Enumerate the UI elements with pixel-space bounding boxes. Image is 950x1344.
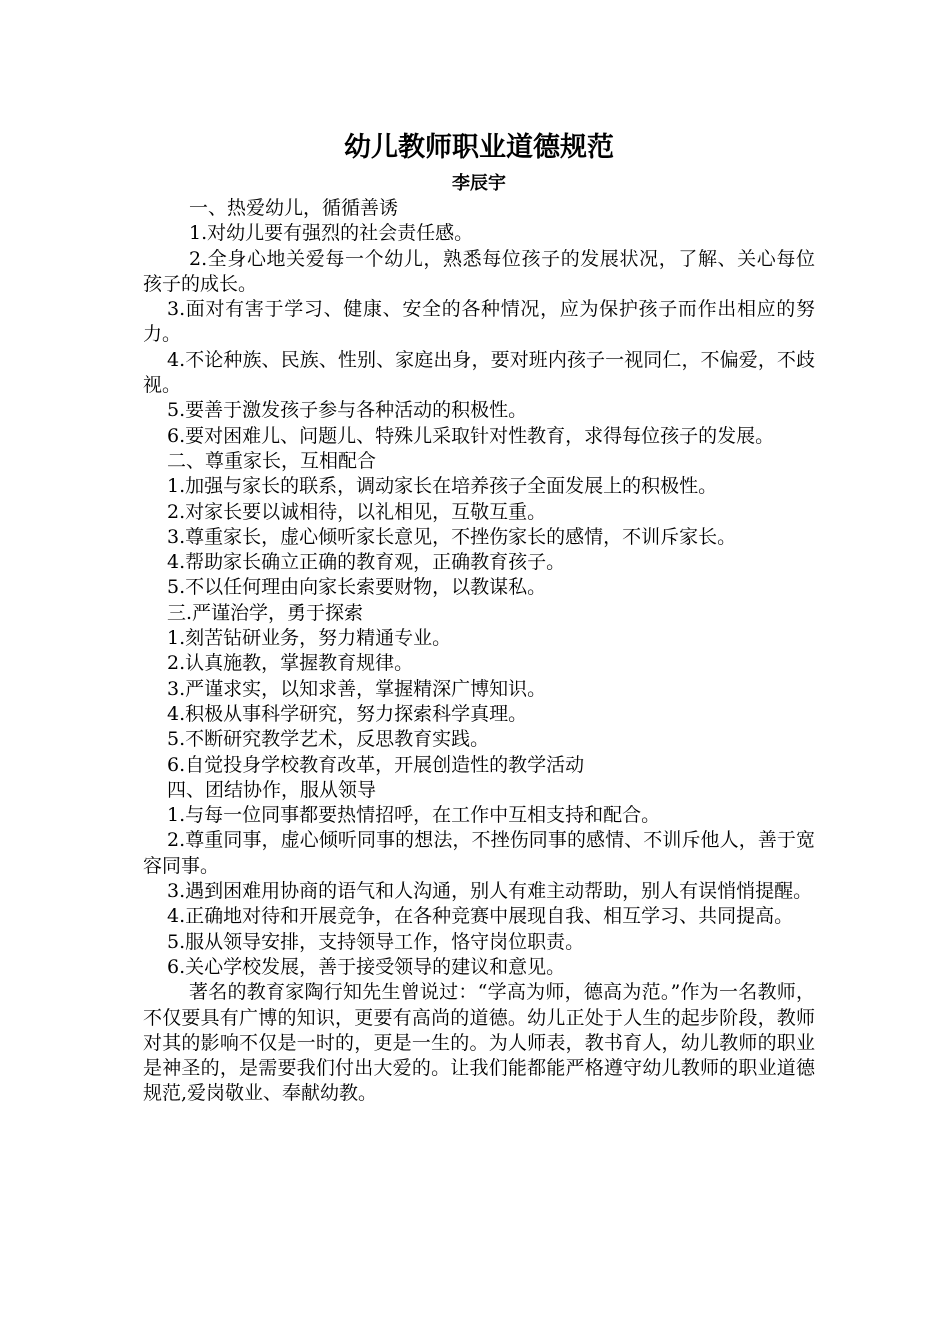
list-item: 6.关心学校发展，善于接受领导的建议和意见。: [167, 955, 566, 978]
list-item: 4.帮助家长确立正确的教育观，正确教育孩子。: [167, 551, 566, 574]
list-item: 5.不断研究教学艺术，反思教育实践。: [167, 728, 490, 751]
list-item: 2.对家长要以诚相待，以礼相见，互敬互重。: [167, 500, 547, 523]
list-item: 5.不以任何理由向家长索要财物，以教谋私。: [167, 576, 547, 599]
list-item: 1.对幼儿要有强烈的社会责任感。: [189, 222, 474, 245]
section-heading: 一、热爱幼儿，循循善诱: [189, 197, 399, 219]
list-item: 1.刻苦钻研业务，努力精通专业。: [167, 627, 452, 650]
list-item: 3.尊重家长，虚心倾听家长意见，不挫伤家长的感情，不训斥家长。: [167, 525, 737, 548]
list-item: 2.认真施教，掌握教育规律。: [167, 652, 414, 675]
closing-paragraph: 著名的教育家陶行知先生曾说过：“学高为师，德高为范。”作为一名教师，不仅要具有广博的知识，更要有高尚的道德。幼儿正处于人生的起步阶段，教师对其的影响不仅是一时的，更是一生的。为人师表，教书育人，幼儿教师的职业是神圣的，是需要我们付出大爱的。让我们能都能严格遵守幼儿教师的职业道德规范,爱岗敬业、奉献幼教。: [143, 981, 815, 1105]
list-item: 3.严谨求实，以知求善，掌握精深广博知识。: [167, 677, 547, 700]
document-page: [143, 130, 815, 1107]
list-item: 2.尊重同事，虚心倾听同事的想法，不挫伤同事的感情、不训斥他人，善于宽容同事。: [143, 829, 815, 877]
list-item: 1.加强与家长的联系，调动家长在培养孩子全面发展上的积极性。: [167, 475, 718, 498]
list-item: 4.正确地对待和开展竞争，在各种竞赛中展现自我、相互学习、共同提高。: [167, 905, 794, 928]
list-item: 5.服从领导安排，支持领导工作，恪守岗位职责。: [167, 930, 585, 953]
list-item: 2.全身心地关爱每一个幼儿，熟悉每位孩子的发展状况，了解、关心每位孩子的成长。: [143, 247, 815, 295]
list-item: 5.要善于激发孩子参与各种活动的积极性。: [167, 399, 528, 422]
list-item: 3.面对有害于学习、健康、安全的各种情况，应为保护孩子而作出相应的努力。: [143, 298, 815, 346]
list-item: 1.与每一位同事都要热情招呼，在工作中互相支持和配合。: [167, 804, 661, 827]
section-heading: 三.严谨治学，勇于探索: [167, 601, 364, 624]
list-item: 6.要对困难儿、问题儿、特殊儿采取针对性教育，求得每位孩子的发展。: [167, 424, 775, 447]
document-title: 幼儿教师职业道德规范: [344, 132, 614, 163]
section-heading: 四、团结协作，服从领导: [167, 778, 377, 801]
list-item: 4.积极从事科学研究，努力探索科学真理。: [167, 702, 528, 725]
document-author: 李辰宇: [452, 173, 506, 194]
list-item: 4.不论种族、民族、性别、家庭出身，要对班内孩子一视同仁，不偏爱，不歧视。: [143, 348, 815, 397]
list-item: 6.自觉投身学校教育改革，开展创造性的教学活动: [167, 753, 585, 776]
section-heading: 二、尊重家长，互相配合: [167, 449, 377, 472]
list-item: 3.遇到困难用协商的语气和人沟通，别人有难主动帮助，别人有误悄悄提醒。: [167, 880, 813, 903]
